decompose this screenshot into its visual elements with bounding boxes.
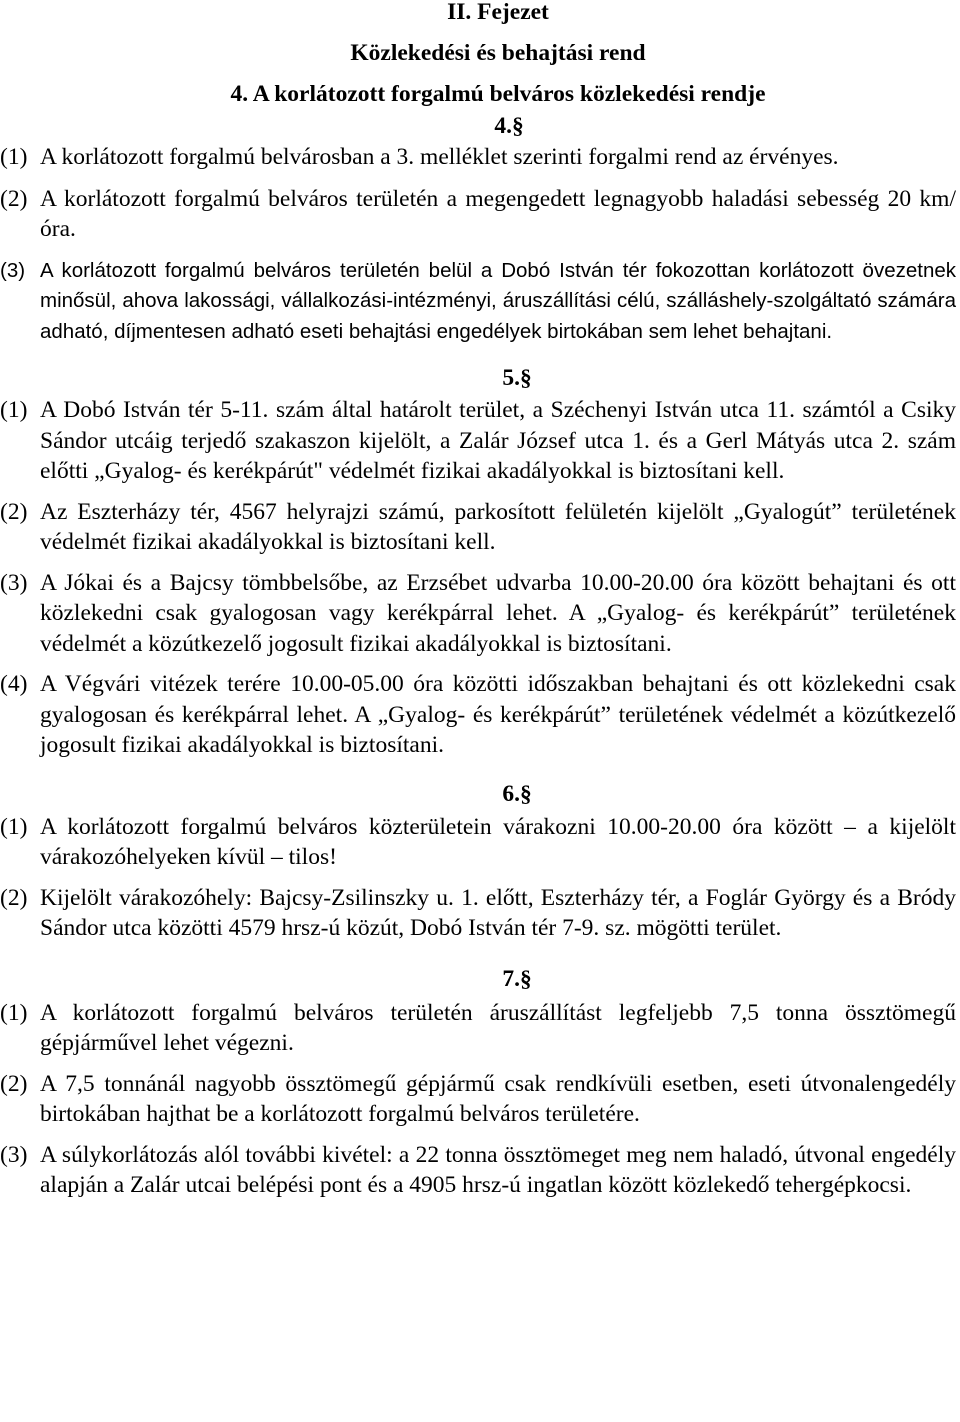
paragraph-number: (2) xyxy=(0,884,28,911)
section-7-heading: 7.§ xyxy=(502,965,532,992)
paragraph-number: (3) xyxy=(0,569,28,596)
section-5-paragraph-3 xyxy=(0,568,956,660)
paragraph-number: (1) xyxy=(0,144,28,170)
section-6-paragraph-1 xyxy=(0,812,956,873)
paragraph-text: A Végvári vitézek terére 10.00-05.00 óra közötti időszakban behajtani és ott közlekedni csak gyalogosan és kerékpárral lehet. A „Gyalog- és kerékpárút” területének védelmét a közútkezelő jogosult fizikai akadályokkal is biztosítani. xyxy=(40,671,956,758)
section-5-paragraph-1 xyxy=(0,395,956,487)
paragraph-text: A korlátozott forgalmú belváros közterületein várakozni 10.00-20.00 óra között – a kijelölt várakozóhelyeken kívül – tilos! xyxy=(40,813,956,870)
section-7-paragraph-2 xyxy=(0,1069,956,1130)
section-4-paragraph-2 xyxy=(0,184,956,245)
paragraph-text: A súlykorlátozás alól további kivétel: a 22 tonna össztömeget meg nem haladó, útvonal engedély alapján a Zalár utcai belépési pont és a 4905 hrsz-ú ingatlan között közlekedő tehergépkocsi. xyxy=(40,1141,956,1198)
paragraph-text: A 7,5 tonnánál nagyobb össztömegű gépjármű csak rendkívüli esetben, eseti útvonalengedély birtokában hajthat be a korlátozott forgalmú belváros területére. xyxy=(40,1070,956,1127)
paragraph-text: Az Eszterházy tér, 4567 helyrajzi számú, parkosított felületén kijelölt „Gyalogút” területének védelmét fizikai akadályokkal is biztosítani kell. xyxy=(40,498,956,555)
section-4-paragraph-3 xyxy=(0,256,956,348)
section-5-paragraph-2 xyxy=(0,497,956,558)
paragraph-number: (1) xyxy=(0,813,28,840)
section-5-paragraph-4 xyxy=(0,669,956,761)
paragraph-text: Kijelölt várakozóhely: Bajcsy-Zsilinszky u. 1. előtt, Eszterházy tér, a Foglár György és a Bródy Sándor utca közötti 4579 hrsz-ú közút, Dobó István tér 7-9. sz. mögötti terület. xyxy=(40,884,956,941)
paragraph-text: A korlátozott forgalmú belvárosban a 3. melléklet szerinti forgalmi rend az érvényes. xyxy=(40,144,839,170)
subchapter-title: 4. A korlátozott forgalmú belváros közlekedési rendje xyxy=(230,81,766,107)
paragraph-number: (2) xyxy=(0,185,28,212)
section-7-paragraph-1 xyxy=(0,998,956,1059)
paragraph-number: (1) xyxy=(0,999,28,1026)
paragraph-text: A Jókai és a Bajcsy tömbbelsőbe, az Erzsébet udvarba 10.00-20.00 óra között behajtani és ott közlekedni csak gyalogosan vagy kerékpárral lehet. A „Gyalog- és kerékpárút” területének védelmét a közútkezelő jogosult fizikai akadályokkal is biztosítani. xyxy=(40,569,956,657)
section-4-paragraph-1 xyxy=(0,142,956,173)
paragraph-number: (3) xyxy=(0,258,26,282)
section-6-paragraph-2 xyxy=(0,883,956,944)
paragraph-text: A Dobó István tér 5-11. szám által határolt terület, a Széchenyi István utca 11. számtól a Csiky Sándor utcáig terjedő szakaszon kijelölt, a Zalár József utca 1. és a Gerl Mátyás utca 2. szám előtti „Gyalog- és kerékpárút" védelmét fizikai akadályokkal is biztosítani kell. xyxy=(40,397,956,484)
paragraph-number: (2) xyxy=(0,1070,28,1097)
paragraph-text: A korlátozott forgalmú belváros területén áruszállítást legfeljebb 7,5 tonna össztömegű gépjárművel lehet végezni. xyxy=(40,999,956,1056)
paragraph-number: (1) xyxy=(0,397,28,423)
paragraph-number: (2) xyxy=(0,498,28,525)
section-4-heading: 4.§ xyxy=(494,113,524,139)
chapter-title: Közlekedési és behajtási rend xyxy=(350,40,646,66)
paragraph-number: (3) xyxy=(0,1141,28,1168)
chapter-heading: II. Fejezet xyxy=(447,0,549,25)
section-6-heading: 6.§ xyxy=(502,780,532,807)
paragraph-number: (4) xyxy=(0,671,28,697)
paragraph-text: A korlátozott forgalmú belváros területén a megengedett legnagyobb haladási sebesség 20 km/óra. xyxy=(40,185,956,242)
paragraph-text: A korlátozott forgalmú belváros területén belül a Dobó István tér fokozottan korlátozott övezetnek minősül, ahova lakossági, vállalkozási-intézményi, áruszállítási célú, szálláshely-szolgáltató számára adható, díjmentesen adható eseti behajtási engedélyek birtokában sem lehet behajtani. xyxy=(40,258,956,343)
section-7-paragraph-3 xyxy=(0,1140,956,1201)
section-5-heading: 5.§ xyxy=(502,365,532,391)
